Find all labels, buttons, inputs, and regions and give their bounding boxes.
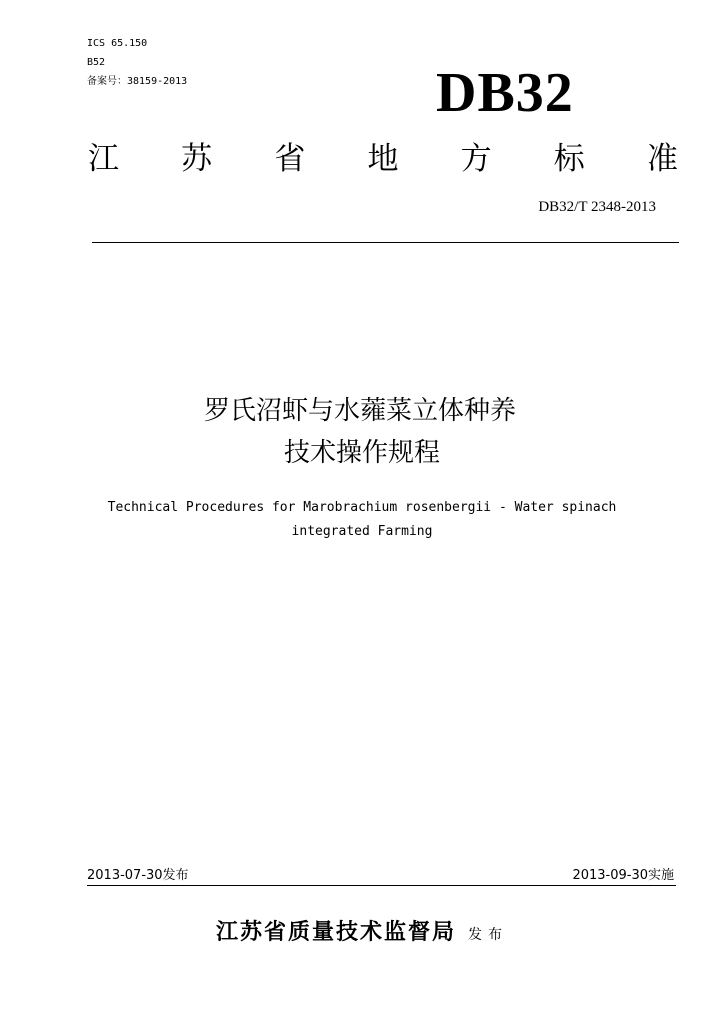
standard-type-char: 江	[88, 141, 119, 177]
issuer-name: 江苏省质量技术监督局	[215, 919, 456, 945]
footer-divider	[87, 885, 676, 886]
ics-code: ICS 65.150	[87, 38, 148, 49]
standard-type-heading	[88, 140, 678, 178]
chinese-title-line-2: 技术操作规程	[283, 438, 440, 468]
english-title-line-1: Technical Procedures for Marobrachium rosenbergii - Water spinach	[107, 500, 617, 515]
standard-logo: DB32	[436, 62, 574, 124]
issue-date: 2013-07-30发布	[87, 868, 189, 883]
standard-type-char: 方	[460, 141, 492, 177]
standard-type-char: 地	[367, 141, 399, 177]
implementation-date: 2013-09-30实施	[572, 868, 674, 883]
standard-number: DB32/T 2348-2013	[538, 199, 656, 215]
standard-type-char: 标	[553, 141, 585, 177]
standard-type-char: 省	[274, 141, 306, 177]
issuer-line	[0, 918, 724, 949]
standard-type-char: 苏	[181, 141, 213, 177]
chinese-title-line-1: 罗氏沼虾与水蕹菜立体种养	[203, 396, 516, 426]
standard-type-char: 准	[646, 141, 678, 177]
record-number: 备案号：38159-2013	[87, 76, 188, 87]
header-divider	[92, 242, 679, 243]
issuer-suffix: 发布	[468, 927, 508, 943]
english-title-line-2: integrated Farming	[291, 524, 433, 539]
classification-code: B52	[87, 57, 106, 68]
